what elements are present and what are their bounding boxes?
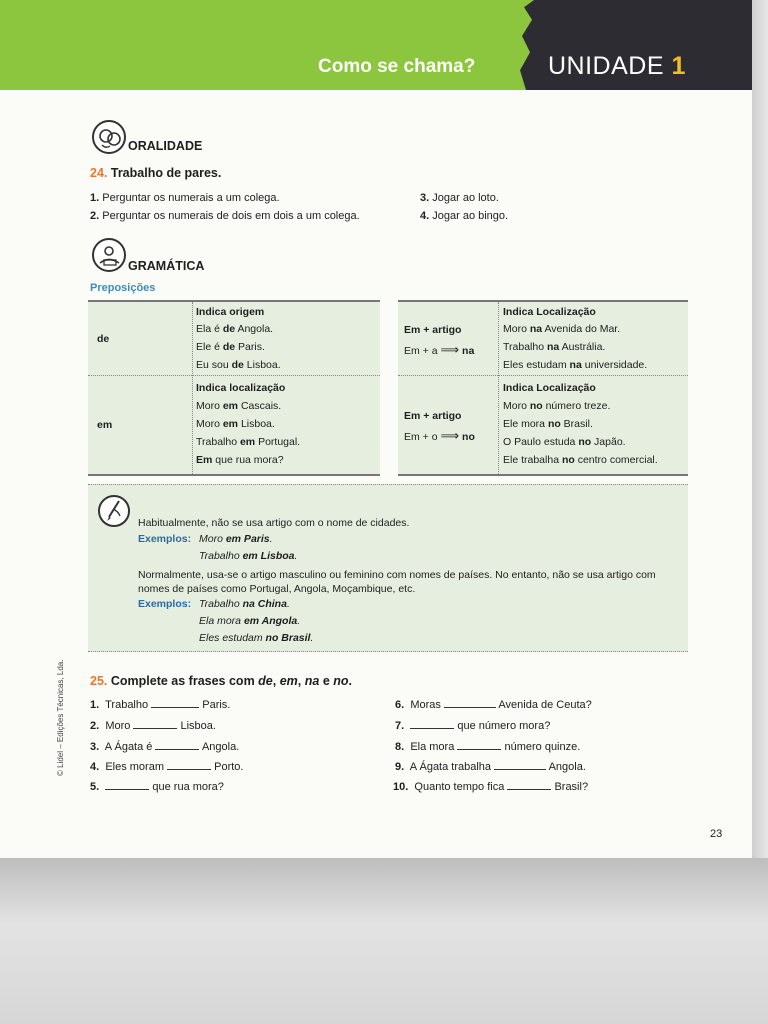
note-example: Eles estudam no Brasil. xyxy=(199,632,314,644)
answer-blank[interactable] xyxy=(494,760,546,770)
page-edge xyxy=(752,0,768,858)
exercise-item: 6. Moras Avenida de Ceuta? xyxy=(395,699,592,711)
note-example: Trabalho em Lisboa. xyxy=(199,550,298,562)
table-cell: Moro na Avenida do Mar. xyxy=(503,323,621,335)
subheading-preposicoes: Preposições xyxy=(90,282,156,294)
table-row-label: Em + artigo xyxy=(404,410,462,422)
grammar-note-box xyxy=(88,484,688,652)
section-heading-oralidade: ORALIDADE xyxy=(128,139,203,153)
unit-label xyxy=(548,52,686,81)
note-text: Habitualmente, não se usa artigo com o nome de cidades. xyxy=(138,517,410,529)
table-cell: Ele mora no Brasil. xyxy=(503,418,593,430)
table-cell-header: Indica Localização xyxy=(503,306,596,318)
list-item: 2. Perguntar os numerais de dois em dois a um colega. xyxy=(90,210,360,222)
exercise-item: 7. que número mora? xyxy=(395,720,551,732)
unit-text: UNIDADE xyxy=(548,52,665,80)
note-example: Ela mora em Angola. xyxy=(199,615,301,627)
table-formula: Em + o ⟹ no xyxy=(404,428,475,443)
row-divider xyxy=(398,375,688,376)
answer-blank[interactable] xyxy=(151,698,199,708)
note-example: Moro em Paris. xyxy=(199,533,273,545)
unit-number: 1 xyxy=(671,52,686,80)
table-row-label: de xyxy=(97,333,110,345)
note-text: Normalmente, usa-se o artigo masculino ou feminino com nomes de países. No entanto, não se usa artigo com xyxy=(138,569,656,581)
exercise-item: 10. Quanto tempo fica Brasil? xyxy=(393,781,589,793)
exercise-item: 9. A Ágata trabalha Angola. xyxy=(395,761,586,773)
row-divider xyxy=(88,375,380,376)
table-row-label: em xyxy=(97,419,113,431)
table-formula: Em + a ⟹ na xyxy=(404,342,475,357)
page-title: Como se chama? xyxy=(318,56,476,77)
table-cell: Ela é de Angola. xyxy=(196,323,274,335)
answer-blank[interactable] xyxy=(444,698,496,708)
section-heading-gramatica: GRAMÁTICA xyxy=(128,259,205,273)
page-number: 23 xyxy=(710,828,723,840)
exercise-25-title: 25. Complete as frases com de, em, na e no. xyxy=(90,674,353,688)
list-item: 1. Perguntar os numerais a um colega. xyxy=(90,192,280,204)
table-cell: O Paulo estuda no Japão. xyxy=(503,436,626,448)
prepositions-table-left xyxy=(88,300,380,476)
prepositions-table-right xyxy=(398,300,688,476)
exercise-item: 4. Eles moram Porto. xyxy=(90,761,244,773)
exercise-24-title xyxy=(90,166,221,180)
reading-person-icon xyxy=(92,238,126,272)
speaking-faces-icon xyxy=(92,120,126,154)
table-cell: Moro no número treze. xyxy=(503,400,611,412)
table-cell: Trabalho em Portugal. xyxy=(196,436,301,448)
examples-label: Exemplos: xyxy=(138,598,192,610)
table-cell: Em que rua mora? xyxy=(196,454,284,466)
table-cell: Trabalho na Austrália. xyxy=(503,341,606,353)
table-row-label: Em + artigo xyxy=(404,324,462,336)
exercise-title: Trabalho de pares. xyxy=(110,166,222,180)
answer-blank[interactable] xyxy=(457,740,501,750)
answer-blank[interactable] xyxy=(507,780,551,790)
exercise-item: 3. A Ágata é Angola. xyxy=(90,741,240,753)
answer-blank[interactable] xyxy=(133,719,177,729)
exercise-number: 24. xyxy=(90,166,108,180)
exercise-item: 5. que rua mora? xyxy=(90,781,224,793)
table-cell: Eles estudam na universidade. xyxy=(503,359,648,371)
answer-blank[interactable] xyxy=(167,760,211,770)
list-item: 4. Jogar ao bingo. xyxy=(420,210,509,222)
exercise-item: 8. Ela mora número quinze. xyxy=(395,741,581,753)
answer-blank[interactable] xyxy=(155,740,199,750)
note-text: nomes de países como Portugal, Angola, Moçambique, etc. xyxy=(138,583,416,595)
exercise-item: 1. Trabalho Paris. xyxy=(90,699,231,711)
table-cell-header: Indica localização xyxy=(196,382,286,394)
table-cell-header: Indica Localização xyxy=(503,382,596,394)
pen-hand-icon xyxy=(98,495,130,527)
table-cell: Moro em Cascais. xyxy=(196,400,282,412)
table-cell: Ele é de Paris. xyxy=(196,341,265,353)
column-divider xyxy=(498,302,499,474)
exercise-item: 2. Moro Lisboa. xyxy=(90,720,216,732)
page-shadow-area xyxy=(0,858,768,1024)
exercise-number: 25. xyxy=(90,674,108,688)
table-cell: Eu sou de Lisboa. xyxy=(196,359,281,371)
copyright-notice: © Lidel – Edições Técnicas, Lda. xyxy=(56,659,65,776)
column-divider xyxy=(192,302,193,474)
table-cell: Moro em Lisboa. xyxy=(196,418,275,430)
note-example: Trabalho na China. xyxy=(199,598,290,610)
list-item: 3. Jogar ao loto. xyxy=(420,192,499,204)
table-cell-header: Indica origem xyxy=(196,306,265,318)
answer-blank[interactable] xyxy=(410,719,454,729)
table-cell: Ele trabalha no centro comercial. xyxy=(503,454,658,466)
examples-label: Exemplos: xyxy=(138,533,192,545)
